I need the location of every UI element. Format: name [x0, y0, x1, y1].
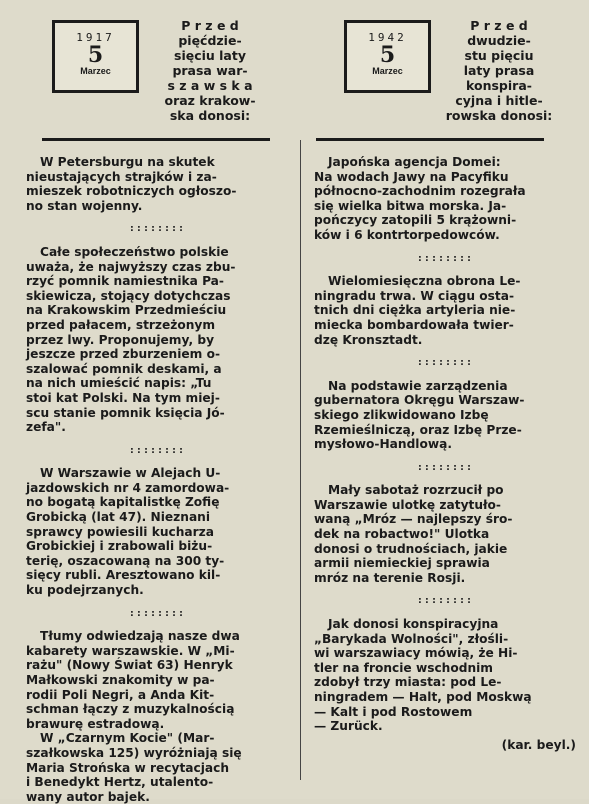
right-header-text [439, 18, 559, 123]
left-header [26, 10, 288, 132]
right-header-line: dwudzie- [467, 33, 531, 48]
text-line: szalować pomnik deskami, a [26, 361, 222, 376]
text-line: dzę Kronsztadt. [314, 332, 423, 347]
article-separator: :::::::: [128, 223, 186, 235]
text-line: wany autor bajek. [26, 789, 150, 804]
article-separator: :::::::: [416, 461, 474, 473]
right-date-year: 1942 [368, 31, 407, 44]
text-line: rodii Poli Negri, a Anda Kit- [26, 687, 215, 702]
left-header-line: oraz krakow- [164, 93, 256, 108]
text-line: mieszek robotniczych ogłoszo- [26, 184, 237, 199]
text-line: rzyć pomnik namiestnika Pa- [26, 274, 224, 289]
left-header-line: ska donosi: [169, 108, 251, 123]
text-line: donosi o trudnościach, jakie [314, 541, 508, 556]
right-header [314, 10, 576, 132]
text-line: terię, oszacowaną na 300 ty- [26, 553, 225, 568]
text-line: Warszawie ulotkę zatytuło- [314, 497, 501, 512]
text-line: waną „Mróz — najlepszy śro- [314, 512, 513, 527]
right-article-body [314, 155, 576, 752]
left-header-text [150, 18, 270, 123]
text-line: jazdowskich nr 4 zamordowa- [26, 480, 230, 495]
text-line: ningradu trwa. W ciągu osta- [314, 288, 515, 303]
left-header-rule [42, 138, 270, 141]
text-line: Japońska agencja Domei: [328, 155, 501, 169]
text-line: ków i 6 kontrtorpedowców. [314, 227, 500, 242]
text-line: tnich dni ciężka artyleria nie- [314, 303, 516, 318]
text-line: Na wodach Jawy na Pacyfiku [314, 169, 509, 184]
right-column [314, 10, 576, 752]
news-item [26, 155, 288, 213]
text-line: Na podstawie zarządzenia [328, 378, 508, 393]
text-line: Maria Strońska w recytacjach [26, 760, 230, 775]
left-header-line: pięćdzie- [178, 33, 242, 48]
text-line: W „Czarnym Kocie" (Mar- [40, 731, 215, 746]
left-column [26, 10, 288, 804]
column-divider [300, 140, 301, 780]
text-line: uważa, że najwyższy czas zbu- [26, 259, 236, 274]
author-signature: (kar. beyl.) [501, 737, 576, 752]
article-separator: :::::::: [128, 444, 186, 456]
text-line: — Kalt i pod Rostowem [314, 704, 473, 719]
text-line: Całe społeczeństwo polskie [40, 244, 229, 259]
text-line: — Zurück. [314, 719, 383, 734]
text-line: miecka bombardowała twier- [314, 317, 514, 332]
right-header-line: stu pięciu [464, 48, 534, 63]
text-line: „Barykada Wolności", złośli- [314, 631, 509, 646]
text-line: tler na froncie wschodnim [314, 660, 494, 675]
text-line: schman łączy z muzykalnością [26, 702, 235, 717]
left-header-line: P r z e d [181, 18, 239, 33]
article-separator: :::::::: [416, 252, 474, 264]
news-item [26, 466, 288, 597]
text-line: mróz na terenie Rosji. [314, 570, 466, 585]
text-line: sprawcy powiesili kucharza [26, 524, 214, 539]
text-line: Wielomiesięczna obrona Le- [328, 274, 521, 289]
text-line: Małkowski znakomity w pa- [26, 673, 215, 687]
left-header-line: s z a w s k a [167, 78, 253, 93]
text-line: pończycy zatopili 5 krążowni- [314, 213, 517, 228]
text-line: ku podejrzanych. [26, 583, 144, 598]
text-line: dek na robactwo!" Ulotka [314, 527, 490, 542]
text-line: Mały sabotaż rozrzucił po [328, 483, 504, 498]
left-date-box [52, 20, 139, 93]
text-line: stoi kat Polski. Na tym miej- [26, 390, 220, 405]
text-line: no stan wojenny. [26, 198, 143, 213]
text-line: przez lwy. Proponujemy, by [26, 332, 215, 347]
text-line: armii niemieckiej sprawia [314, 556, 490, 571]
news-item [26, 629, 288, 804]
text-line: skiewicza, stojący dotychczas [26, 288, 231, 303]
left-date-year: 1917 [76, 31, 115, 44]
text-line: północno-zachodnim rozegrała [314, 184, 526, 199]
text-line: brawurę estradową. [26, 716, 165, 731]
right-date-box [344, 20, 431, 93]
left-date-month: Marzec [80, 66, 111, 76]
text-line: Grobicką (lat 47). Nieznani [26, 510, 211, 525]
text-line: się wielka bitwa morska. Ja- [314, 198, 507, 213]
text-line: W Petersburgu na skutek [40, 155, 215, 169]
left-header-line: prasa war- [172, 63, 248, 78]
text-line: wi warszawiacy mówią, że Hi- [314, 646, 518, 661]
article-separator: :::::::: [128, 607, 186, 619]
text-line: jeszcze przed zburzeniem o- [26, 347, 221, 362]
text-line: gubernatora Okręgu Warszaw- [314, 393, 525, 408]
right-header-line: P r z e d [470, 18, 528, 33]
text-line: i Benedykt Hertz, utalento- [26, 775, 214, 790]
right-header-line: konspira- [466, 78, 532, 93]
text-line: no bogatą kapitalistkę Zofię [26, 495, 220, 510]
text-line: rażu" (Nowy Świat 63) Henryk [26, 658, 233, 673]
right-header-rule [316, 138, 544, 141]
text-line: ningradem — Halt, pod Moskwą [314, 690, 532, 704]
text-line: nieustających strajków i za- [26, 169, 217, 184]
text-line: Jak donosi konspiracyjna [328, 617, 499, 632]
text-line: Grobickiej i zrabowali biżu- [26, 539, 213, 554]
news-item [314, 155, 576, 243]
news-item [314, 379, 576, 452]
right-header-line: laty prasa [463, 63, 535, 78]
text-line: sięcy rubli. Aresztowano kil- [26, 568, 221, 583]
left-date-day: 5 [87, 42, 104, 68]
news-item [26, 245, 288, 435]
text-line: zefa". [26, 420, 66, 435]
text-line: W Warszawie w Alejach U- [40, 466, 221, 481]
text-line: przed pałacem, strzeżonym [26, 317, 216, 332]
text-line: scu stanie pomnik księcia Jó- [26, 405, 225, 420]
text-line: Tłumy odwiedzają nasze dwa [40, 629, 240, 644]
right-date-day: 5 [379, 42, 396, 68]
right-header-line: cyjna i hitle- [455, 93, 543, 108]
text-line: na Krakowskim Przedmieściu [26, 303, 227, 318]
text-line: na nich umieścić napis: „Tu [26, 376, 212, 391]
text-line: skiego zlikwidowano Izbę [314, 407, 489, 422]
text-line: kabarety warszawskie. W „Mi- [26, 643, 235, 658]
left-header-line: sięciu laty [174, 48, 246, 63]
text-line: zdobył trzy miasta: pod Le- [314, 675, 502, 690]
right-header-line: rowska donosi: [445, 108, 553, 123]
news-item [314, 617, 576, 734]
text-line: szałkowska 125) wyróżniają się [26, 745, 242, 760]
article-separator: :::::::: [416, 595, 474, 607]
right-date-month: Marzec [372, 66, 403, 76]
left-article-body [26, 155, 288, 804]
article-separator: :::::::: [416, 357, 474, 369]
text-line: mysłowo-Handlową. [314, 437, 452, 452]
news-item [314, 483, 576, 585]
news-item [314, 274, 576, 347]
text-line: Rzemieślniczą, oraz Izbę Prze- [314, 422, 522, 437]
